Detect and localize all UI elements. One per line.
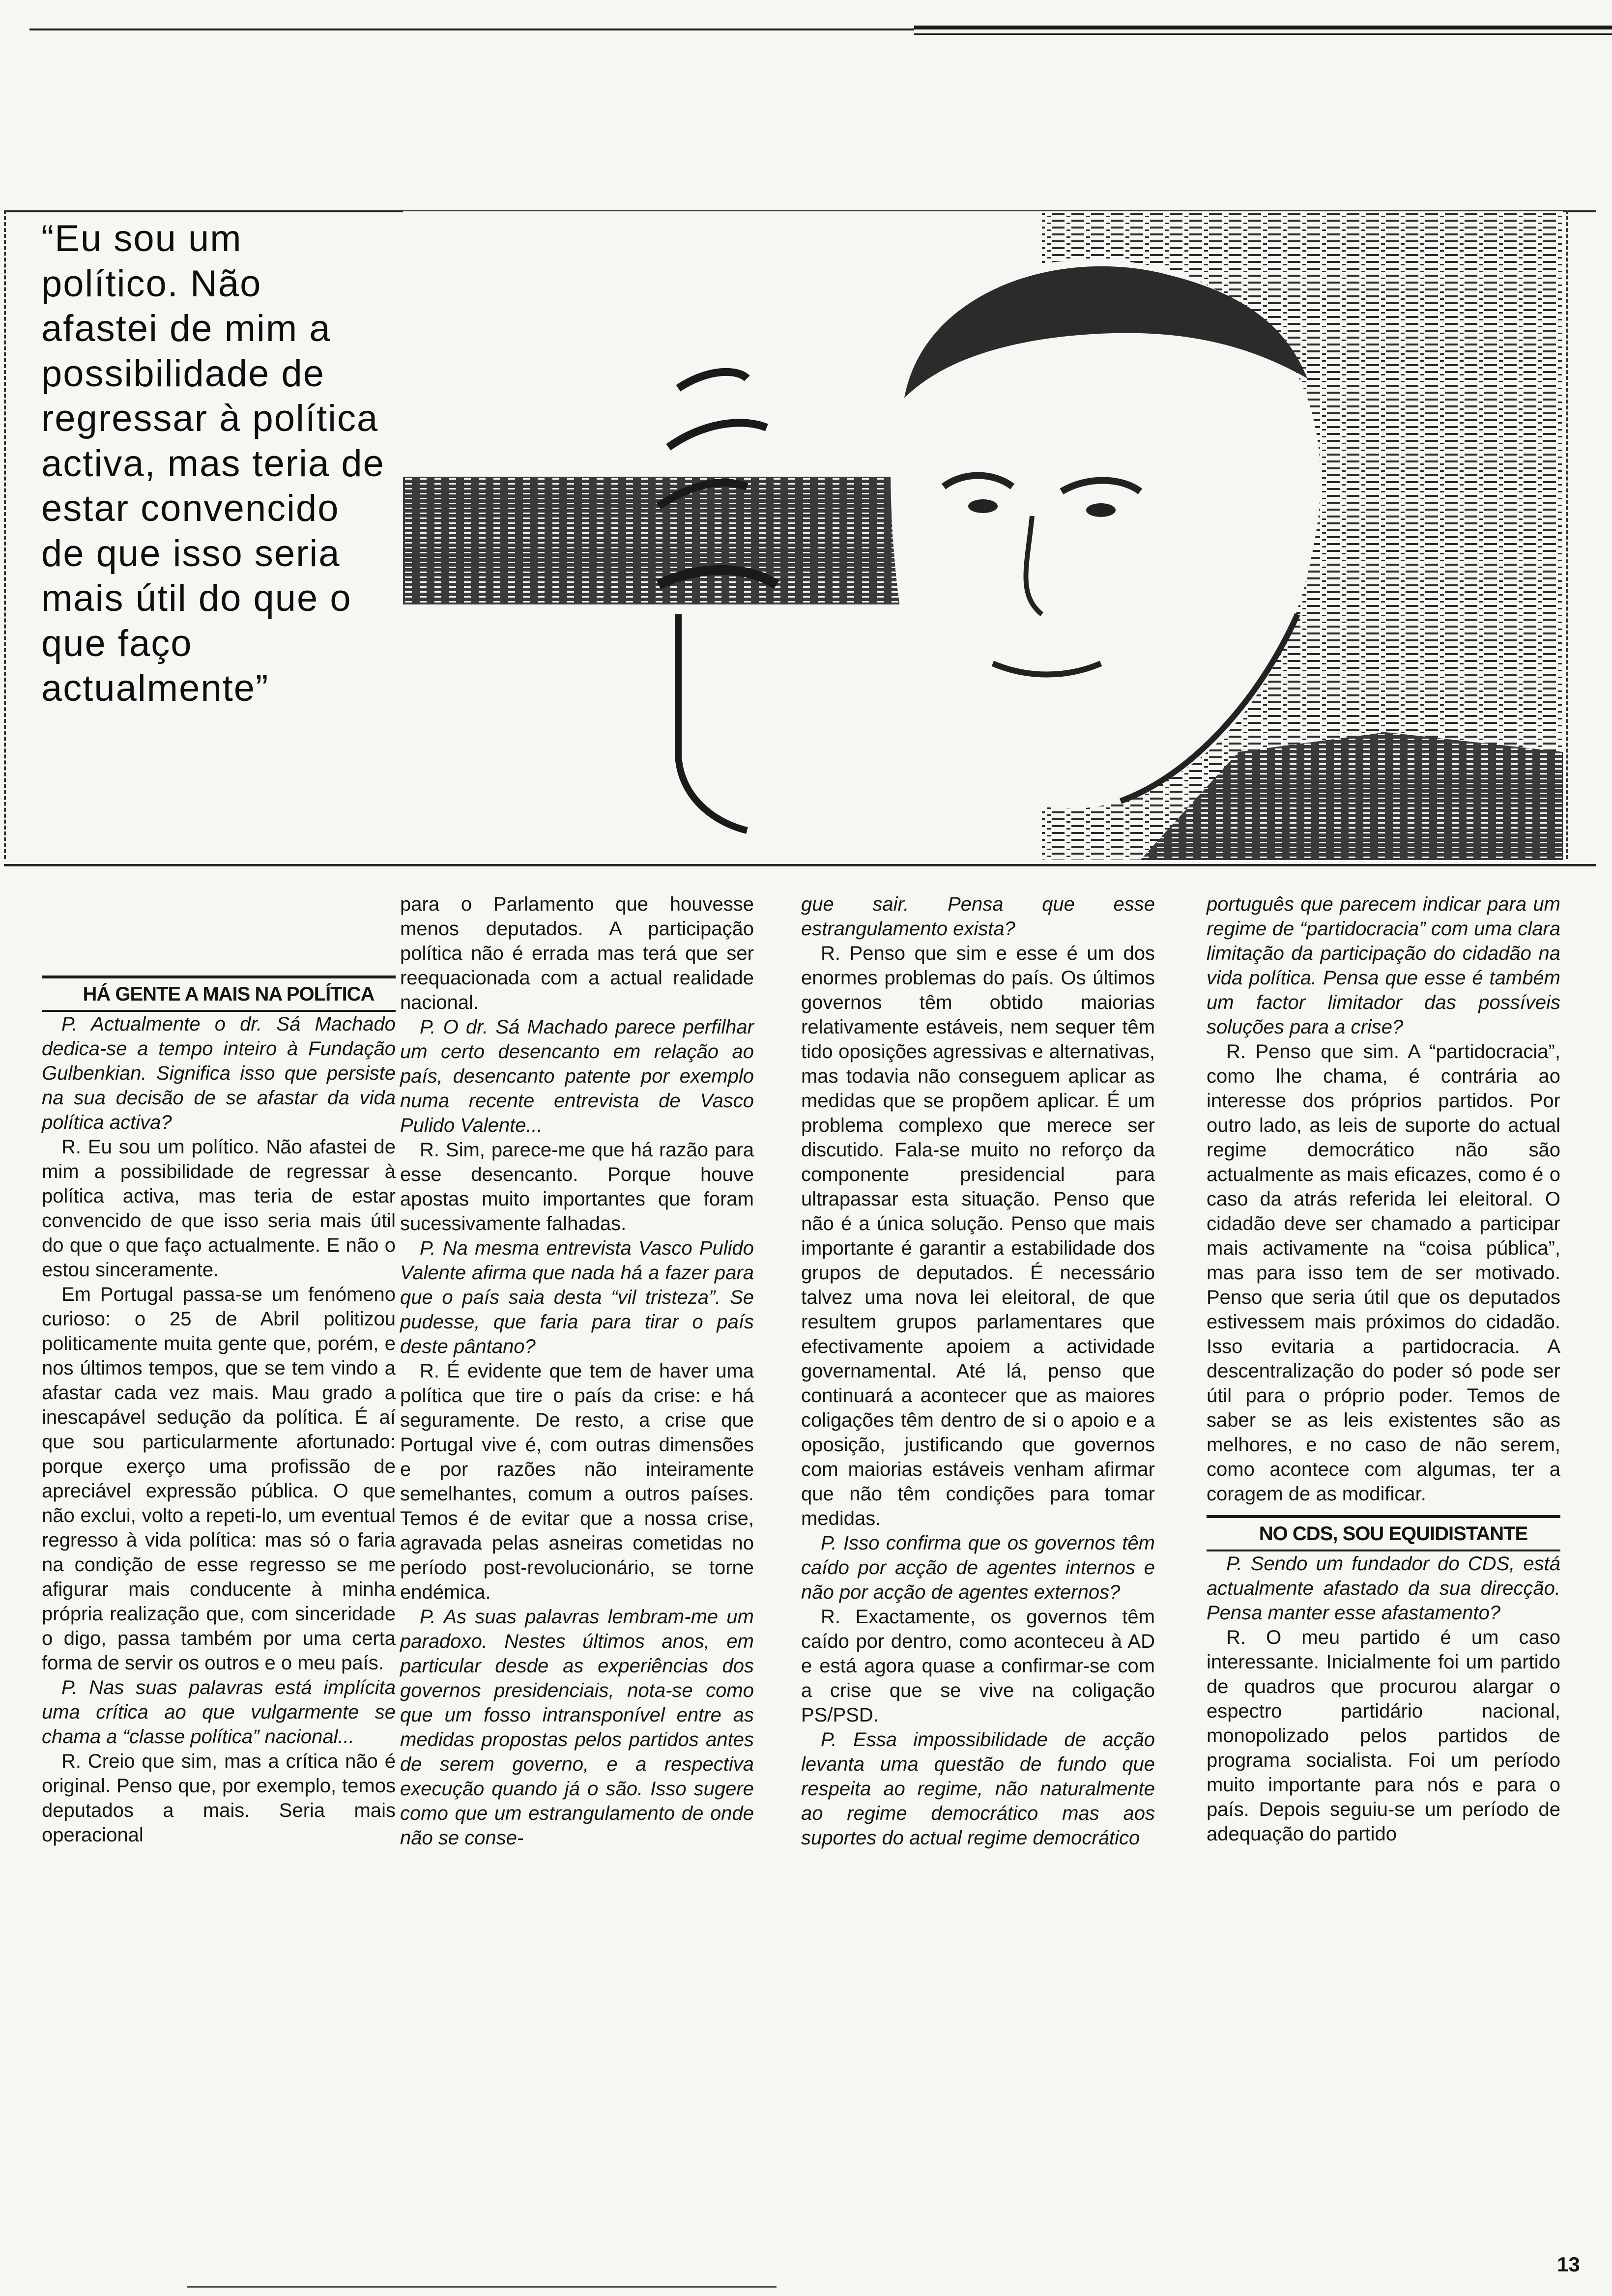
paragraph: R. Eu sou um político. Não afastei de mim a possibilidade de regressar à política activa, mas teria de estar convencido de que isso seria mais útil do que o que faço actualmente. E não o estou sinceramente.: [42, 1136, 396, 1281]
paragraph: P. Actualmente o dr. Sá Machado dedica-se a tempo inteiro à Fundação Gulbenkian. Significa isso que persiste na sua decisão de se afastar da vida política activa?: [42, 1013, 396, 1133]
paragraph: P. Sendo um fundador do CDS, está actualmente afastado da sua direcção. Pensa manter esse afastamento?: [1207, 1553, 1560, 1624]
paragraph: P. O dr. Sá Machado parece perfilhar um certo desencanto em relação ao país, desencanto patente por exemplo numa recente entrevista de Vasco Pulido Valente...: [400, 1016, 754, 1136]
top-rule-right: [914, 26, 1612, 29]
top-rule-right-thin: [914, 33, 1612, 35]
portrait-photo: [403, 211, 1563, 860]
paragraph: R. Exactamente, os governos têm caído por dentro, como aconteceu à AD e está agora quase a confirmar-se com a crise que se vive na coligação PS/PSD.: [801, 1606, 1155, 1726]
feature-frame-bottom: [4, 864, 1596, 866]
paragraph: P. Isso confirma que os governos têm caído por acção de agentes internos e não por acção de agentes externos?: [801, 1532, 1155, 1603]
paragraph: para o Parlamento que houvesse menos deputados. A participação política não é errada mas terá que ser reequacionada com a actual realidade nacional.: [400, 893, 754, 1013]
paragraph: R. O meu partido é um caso interessante. Inicialmente foi um partido de quadros que procurou alargar o espectro partidário nacional, monopolizado pelos partidos de programa socialista. Foi um período muito importante para nós e para o país. Depois seguiu-se um período de adequação do partido: [1207, 1627, 1560, 1845]
column-4: [1207, 892, 1560, 1846]
paragraph: P. Essa impossibilidade de acção levanta uma questão de fundo que respeita ao regime, não naturalmente ao regime democrático mas aos suportes do actual regime democrático: [801, 1729, 1155, 1849]
paragraph: R. Penso que sim. A “partidocracia”, como lhe chama, é contrária ao interesse dos próprios partidos. Por outro lado, as leis de suporte do actual regime democrático não são actualmente as mais eficazes, como é o caso da atrás referida lei eleitoral. O cidadão deve ser chamado a participar mais activamente na “coisa pública”, mas para isso tem de ser motivado. Penso que seria útil que os deputados estivessem mais próximos do cidadão. Isso evitaria a partidocracia. A descentralização do poder só pode ser útil para o próprio poder. Temos de saber se as leis existentes são as melhores, e no caso de não serem, como acontece com algumas, ter a coragem de as modificar.: [1207, 1041, 1560, 1505]
page-number: 13: [1557, 2253, 1580, 2276]
paragraph: R. Creio que sim, mas a crítica não é original. Penso que, por exemplo, temos deputados a mais. Seria mais operacional: [42, 1751, 396, 1846]
column-1: [42, 976, 396, 1847]
paragraph: P. Na mesma entrevista Vasco Pulido Valente afirma que nada há a fazer para que o país saia desta “vil tristeza”. Se pudesse, que faria para tirar o país deste pântano?: [400, 1237, 754, 1357]
paragraph: R. Penso que sim e esse é um dos enormes problemas do país. Os últimos governos têm obtido maiorias relativamente estáveis, nem sequer têm tido oposições agressivas e alternativas, mas todavia não conseguem aplicar as medidas que se propõem aplicar. É um problema complexo que merece ser discutido. Fala-se muito no reforço da componente presidencial para ultrapassar esta situação. Penso que não é a única solução. Penso que mais importante é garantir a estabilidade dos grupos de deputados. É necessário talvez uma nova lei eleitoral, de que resultem grupos parlamentares que efectivamente apoiem a actividade governamental. Até lá, penso que continuará a acontecer que as maiores coligações têm dentro de si o apoio e a oposição, justificando que governos com maiorias estáveis venham afirmar que não têm condições para tomar medidas.: [801, 943, 1155, 1529]
subhead-gente-a-mais: HÁ GENTE A MAIS NA POLÍTICA: [42, 976, 396, 1012]
feature-frame-right: [1566, 210, 1570, 859]
paragraph: gue sair. Pensa que esse estrangulamento exista?: [801, 893, 1155, 940]
paragraph: R. É evidente que tem de haver uma política que tire o país da crise: e há seguramente. De resto, a crise que Portugal vive é, com outras dimensões e por razões não inteiramente semelhantes, comum a outros países. Temos é de evitar que a nossa crise, agravada pelas asneiras cometidas no período post-revolucionário, se torne endémica.: [400, 1360, 754, 1603]
feature-frame-left: [4, 210, 8, 859]
subhead-cds-equidistante: NO CDS, SOU EQUIDISTANTE: [1207, 1515, 1560, 1551]
paragraph: R. Sim, parece-me que há razão para esse desencanto. Porque houve apostas muito importantes que foram sucessivamente falhadas.: [400, 1139, 754, 1234]
paragraph: P. As suas palavras lembram-me um paradoxo. Nestes últimos anos, em particular desde as experiências dos governos presidenciais, nota-se como que um fosso intransponível entre as medidas propostas pelos partidos antes de serem governo, e a respectiva execução quando já o são. Isso sugere como que um estrangulamento de onde não se conse-: [400, 1606, 754, 1849]
paragraph: português que parecem indicar para um regime de “partidocracia” com uma clara limitação da participação do cidadão na vida política. Pensa que esse é também um factor limitador das possíveis soluções para a crise?: [1207, 893, 1560, 1038]
top-rule-left: [29, 29, 914, 30]
column-3: [801, 892, 1155, 1850]
column-2: [400, 892, 754, 1850]
paragraph: Em Portugal passa-se um fenómeno curioso: o 25 de Abril politizou politicamente muita gente que, porém, e nos últimos tempos, que se tem vindo a afastar cada vez mais. Mau grado a inescapável sedução da política. É aí que sou particularmente afortunado: porque exerço uma profissão de apreciável expressão pública. O que não exclui, volto a repeti-lo, um eventual regresso à vida política: mas só o faria na condição de esse regresso se me afigurar mais conducente à minha própria realização que, com sinceridade o digo, passa também por uma certa forma de servir os outros e o meu país.: [42, 1284, 396, 1674]
paragraph: P. Nas suas palavras está implícita uma crítica ao que vulgarmente se chama a “classe política” nacional...: [42, 1677, 396, 1748]
bottom-rule: [187, 2286, 777, 2288]
pull-quote: “Eu sou um político. Não afastei de mim a possibilidade de regressar à política activa, mas teria de estar convencido de que isso seria mais útil do que o que faço actualmente”: [41, 218, 385, 709]
